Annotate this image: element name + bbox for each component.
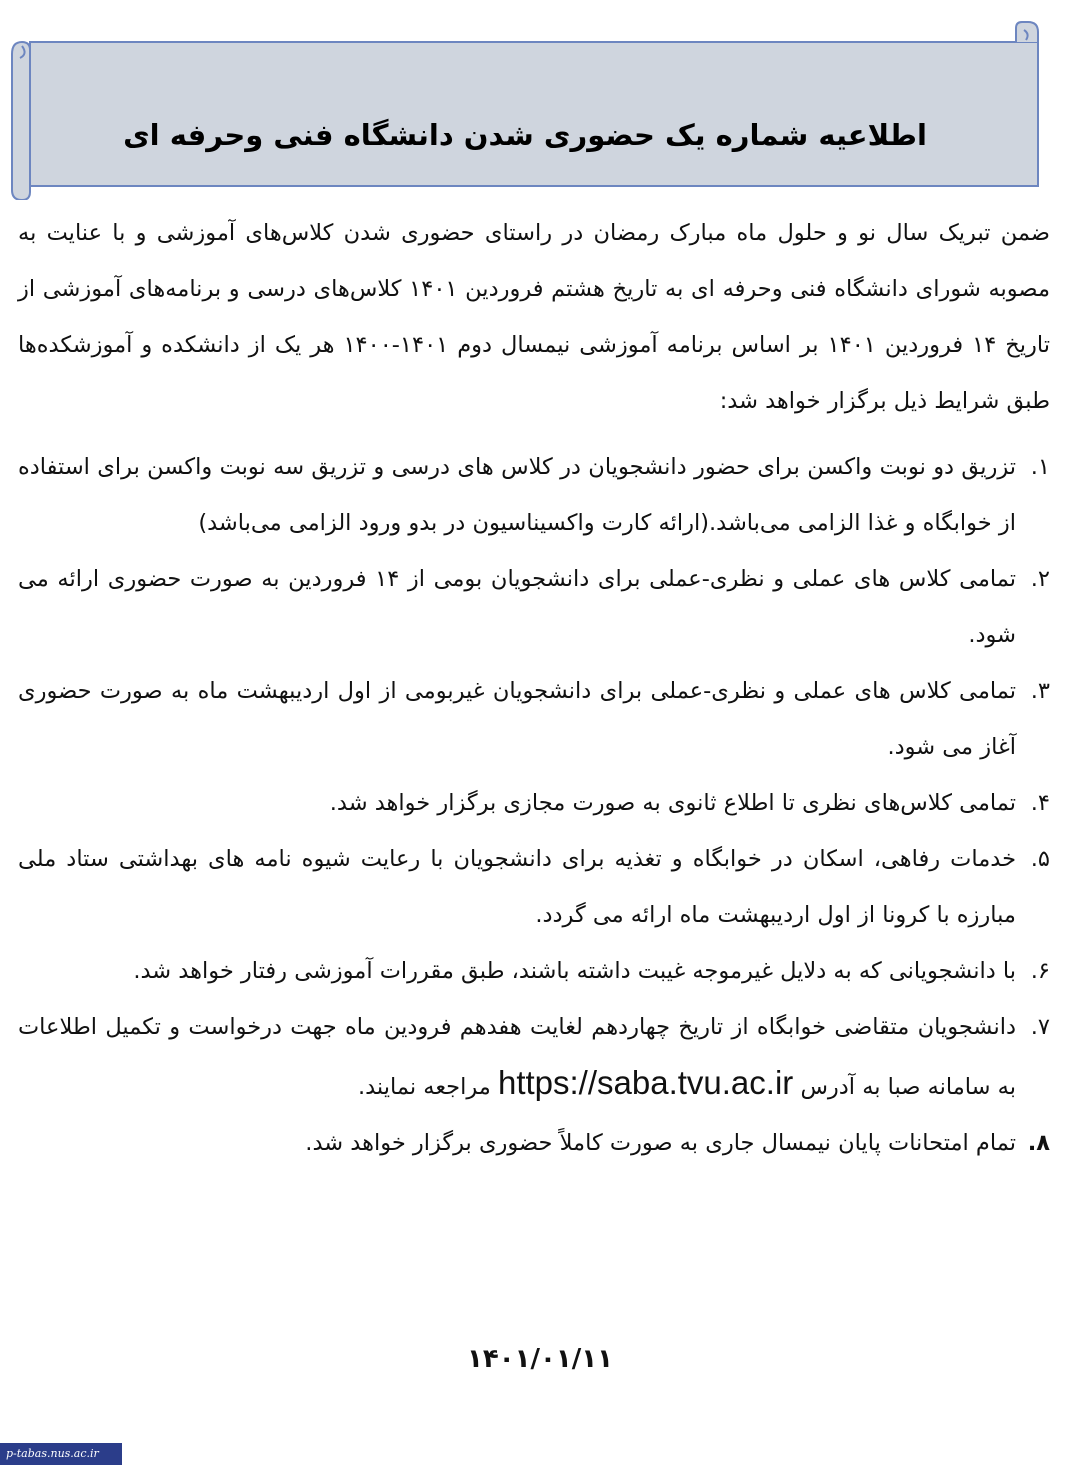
item-number: ۷. [1030, 1014, 1050, 1040]
item-text: خدمات رفاهی، اسکان در خوابگاه و تغذیه برای دانشجویان با رعایت شیوه نامه های بهداشتی ستاد ملی مبارزه با کرونا از اول اردیبهشت ماه ارائه می گردد. [18, 846, 1016, 928]
title-banner [8, 20, 1048, 200]
item-number: ۸. [1027, 1130, 1050, 1156]
conditions-list [18, 439, 1050, 1171]
list-item [18, 943, 1050, 999]
intro-paragraph: ضمن تبریک سال نو و حلول ماه مبارک رمضان در راستای حضوری شدن کلاس‌های آموزشی و با عنایت به مصوبه شورای دانشگاه فنی وحرفه ای به تاریخ هشتم فروردین ۱۴۰۱ کلاس‌های درسی و برنامه‌های آموزشی از تاریخ ۱۴ فروردین ۱۴۰۱ بر اساس برنامه آموزشی نیمسال دوم ۱۴۰۱-۱۴۰۰ هر یک از دانشکده و آموزشکده‌ها طبق شرایط ذیل برگزار خواهد شد: [18, 220, 1051, 414]
list-item [18, 439, 1050, 551]
item-text: با دانشجویانی که به دلایل غیرموجه غیبت داشته باشند، طبق مقررات آموزشی رفتار خواهد شد. [133, 958, 1016, 984]
item-number: ۲. [1030, 566, 1050, 592]
scroll-banner-shape [8, 20, 1048, 200]
item-text: دانشجویان متقاضی خوابگاه از تاریخ چهاردهم لغایت هفدهم فرودین ماه جهت درخواست و تکمیل اطلاعات به سامانه صبا به آدرس [18, 1014, 1016, 1100]
list-item [18, 1115, 1050, 1171]
item-text: تمامی کلاس‌های نظری تا اطلاع ثانوی به صورت مجازی برگزار خواهد شد. [329, 790, 1016, 816]
item-text: تمام امتحانات پایان نیمسال جاری به صورت کاملاً حضوری برگزار خواهد شد. [305, 1130, 1016, 1156]
item-number: ۳. [1030, 678, 1050, 704]
page-title: اطلاعیه شماره یک حضوری شدن دانشگاه فنی وحرفه ای [123, 118, 927, 152]
item-text: تمامی کلاس های عملی و نظری-عملی برای دانشجویان بومی از ۱۴ فروردین به صورت حضوری ارائه می شود. [18, 566, 1016, 648]
item-number: ۶. [1030, 958, 1050, 984]
announcement-date: ۱۴۰۱/۰۱/۱۱ [467, 1344, 613, 1374]
item-number: ۴. [1030, 790, 1050, 816]
item-text-after: مراجعه نمایند. [357, 1074, 491, 1100]
item-number: ۱. [1030, 454, 1050, 480]
site-watermark: p-tabas.nus.ac.ir [0, 1443, 122, 1465]
saba-url-link[interactable]: https://saba.tvu.ac.ir [497, 1064, 794, 1101]
item-text: تمامی کلاس های عملی و نظری-عملی برای دانشجویان غیربومی از اول اردیبهشت ماه به صورت حضوری آغاز می شود. [18, 678, 1016, 760]
list-item [18, 551, 1050, 663]
list-item [18, 775, 1050, 831]
item-number: ۵. [1030, 846, 1050, 872]
announcement-body [18, 205, 1050, 1171]
item-text: تزریق دو نوبت واکسن برای حضور دانشجویان در کلاس های درسی و تزریق سه نوبت واکسن برای استفاده از خوابگاه و غذا الزامی می‌باشد.(ارائه کارت واکسیناسیون در بدو ورود الزامی می‌باشد) [18, 454, 1016, 536]
list-item [18, 831, 1050, 943]
list-item [18, 663, 1050, 775]
list-item [18, 999, 1050, 1115]
